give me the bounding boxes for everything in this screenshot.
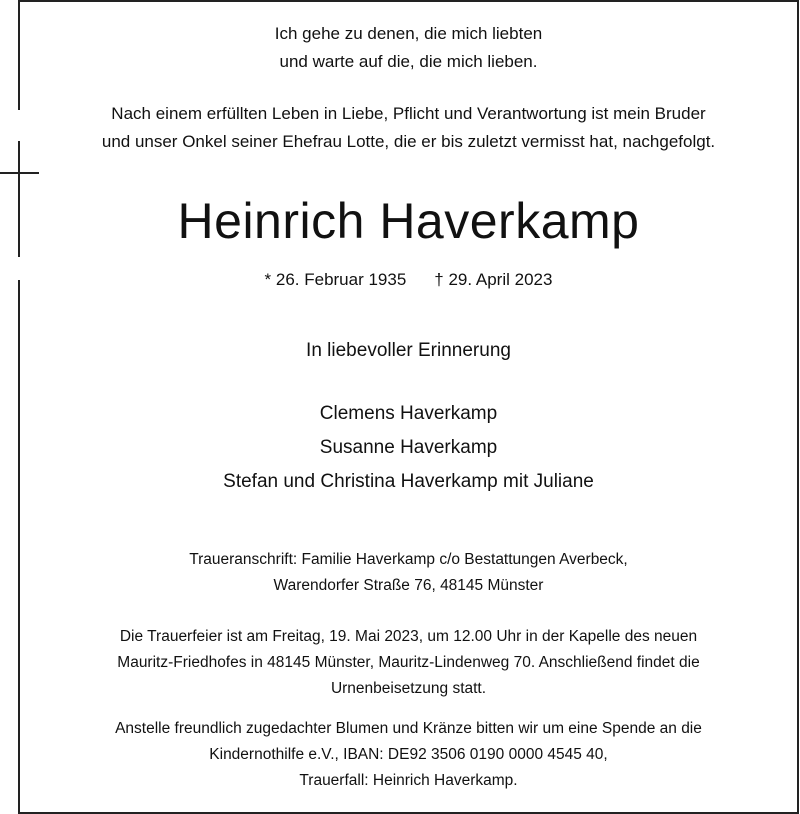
frame-right-border — [797, 0, 799, 814]
donation-line: Anstelle freundlich zugedachter Blumen und Kränze bitten wir um eine Spende an die — [115, 720, 702, 737]
motto-line: und warte auf die, die mich lieben. — [279, 52, 538, 71]
birth-date: * 26. Februar 1935 — [264, 270, 407, 289]
motto-line: Ich gehe zu denen, die mich liebten — [274, 24, 543, 43]
family-member: Susanne Haverkamp — [319, 437, 498, 458]
intro-text — [20, 100, 797, 156]
funeral-service-info — [20, 624, 797, 702]
address-line: Warendorfer Straße 76, 48145 Münster — [273, 577, 544, 594]
intro-line: Nach einem erfüllten Leben in Liebe, Pflicht und Verantwortung ist mein Bruder — [111, 104, 706, 123]
donation-line: Trauerfall: Heinrich Haverkamp. — [299, 772, 518, 789]
service-line: Die Trauerfeier ist am Freitag, 19. Mai 2023, um 12.00 Uhr in der Kapelle des neuen — [119, 628, 698, 645]
donation-line: Kindernothilfe e.V., IBAN: DE92 3506 0190 0000 4545 40, — [209, 746, 608, 763]
frame-top-border — [19, 0, 798, 2]
life-dates — [20, 266, 797, 294]
cross-icon-bar — [0, 172, 39, 174]
death-date: † 29. April 2023 — [434, 270, 553, 289]
motto-verse — [20, 20, 797, 76]
donation-request — [20, 716, 797, 794]
address-line: Traueranschrift: Familie Haverkamp c/o Bestattungen Averbeck, — [189, 551, 628, 568]
memory-heading: In liebevoller Erinnerung — [306, 340, 511, 361]
service-line: Urnenbeisetzung statt. — [330, 680, 487, 697]
family-member: Clemens Haverkamp — [319, 403, 498, 424]
deceased-name: Heinrich Haverkamp — [177, 193, 640, 249]
family-member: Stefan und Christina Haverkamp mit Juliane — [223, 471, 594, 492]
service-line: Mauritz-Friedhofes in 48145 Münster, Mauritz-Lindenweg 70. Anschließend findet die — [117, 654, 700, 671]
mourning-address — [20, 547, 797, 599]
intro-line: und unser Onkel seiner Ehefrau Lotte, die er bis zuletzt vermisst hat, nachgefolgt. — [101, 132, 716, 151]
family-list — [20, 397, 797, 499]
